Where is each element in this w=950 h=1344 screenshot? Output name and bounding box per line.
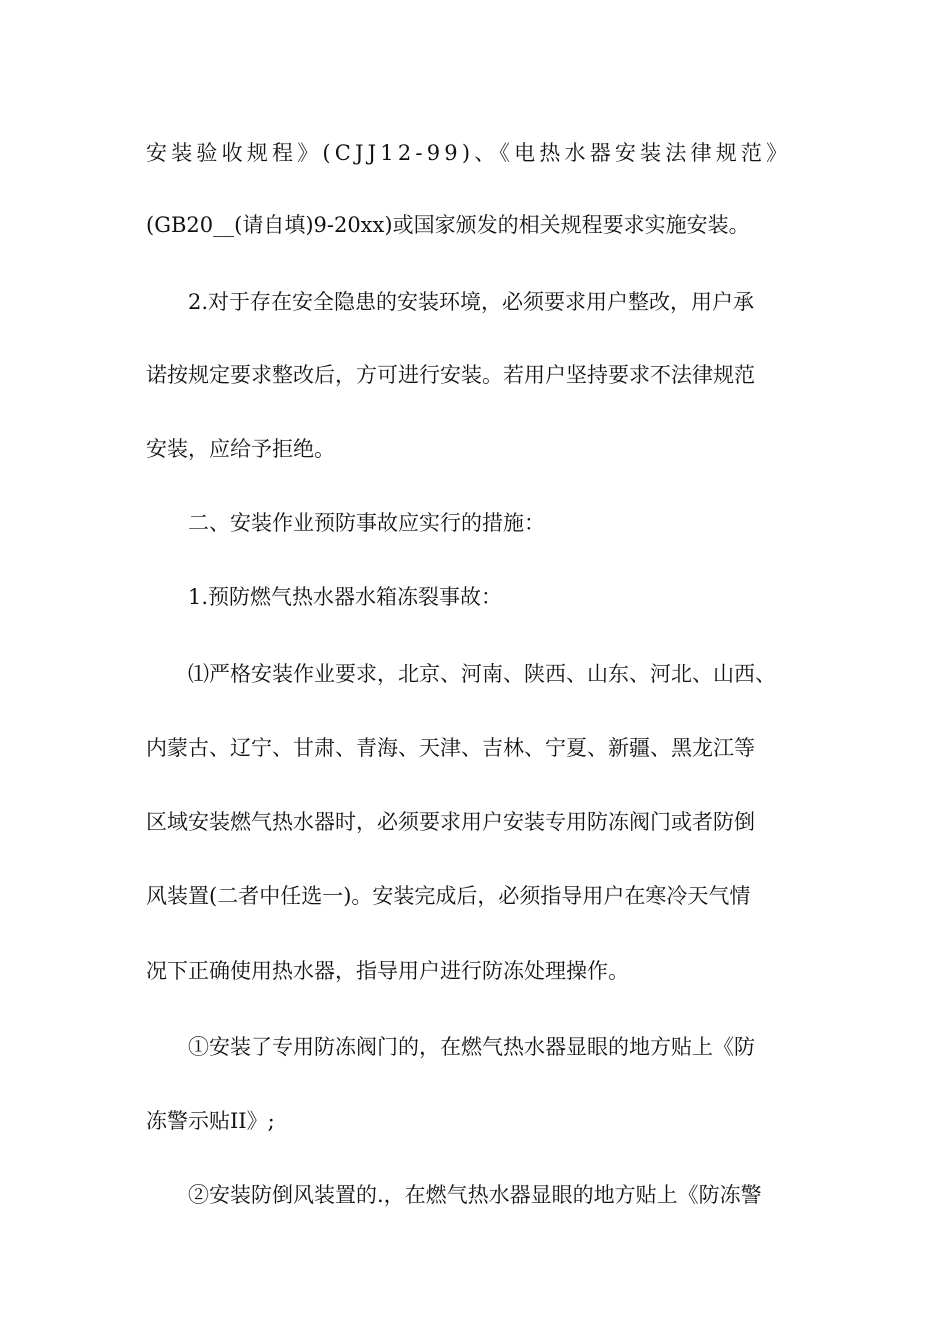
text-line: 区域安装燃气热水器时，必须要求用户安装专用防冻阀门或者防倒 [146,810,755,834]
text-line: 内蒙古、辽宁、甘肃、青海、天津、吉林、宁夏、新疆、黑龙江等 [146,736,755,760]
text-line: ①安装了专用防冻阀门的，在燃气热水器显眼的地方贴上《防 [188,1035,755,1059]
subsection-heading: 1.预防燃气热水器水箱冻裂事故： [188,585,503,609]
text-line: 诺按规定要求整改后，方可进行安装。若用户坚持要求不法律规范 [146,363,755,387]
text-line: (GB20__(请自填)9-20xx)或国家颁发的相关规程要求实施安装。 [146,213,750,237]
text-line: 冻警示贴II》; [146,1109,275,1133]
text-line: ②安装防倒风装置的.，在燃气热水器显眼的地方贴上《防冻警 [188,1183,762,1207]
text-line: 安装，应给予拒绝。 [146,437,335,461]
text-line: 安装验收规程》(CJJ12-99)、《电热水器安装法律规范》 [146,141,792,165]
text-line: 况下正确使用热水器，指导用户进行防冻处理操作。 [146,959,629,983]
text-line: ⑴严格安装作业要求，北京、河南、陕西、山东、河北、山西、 [188,662,776,686]
section-heading: 二、安装作业预防事故应实行的措施： [188,511,545,535]
text-line: 风装置(二者中任选一)。安装完成后，必须指导用户在寒冷天气情 [146,884,751,908]
text-line: 2.对于存在安全隐患的安装环境，必须要求用户整改，用户承 [188,290,755,314]
